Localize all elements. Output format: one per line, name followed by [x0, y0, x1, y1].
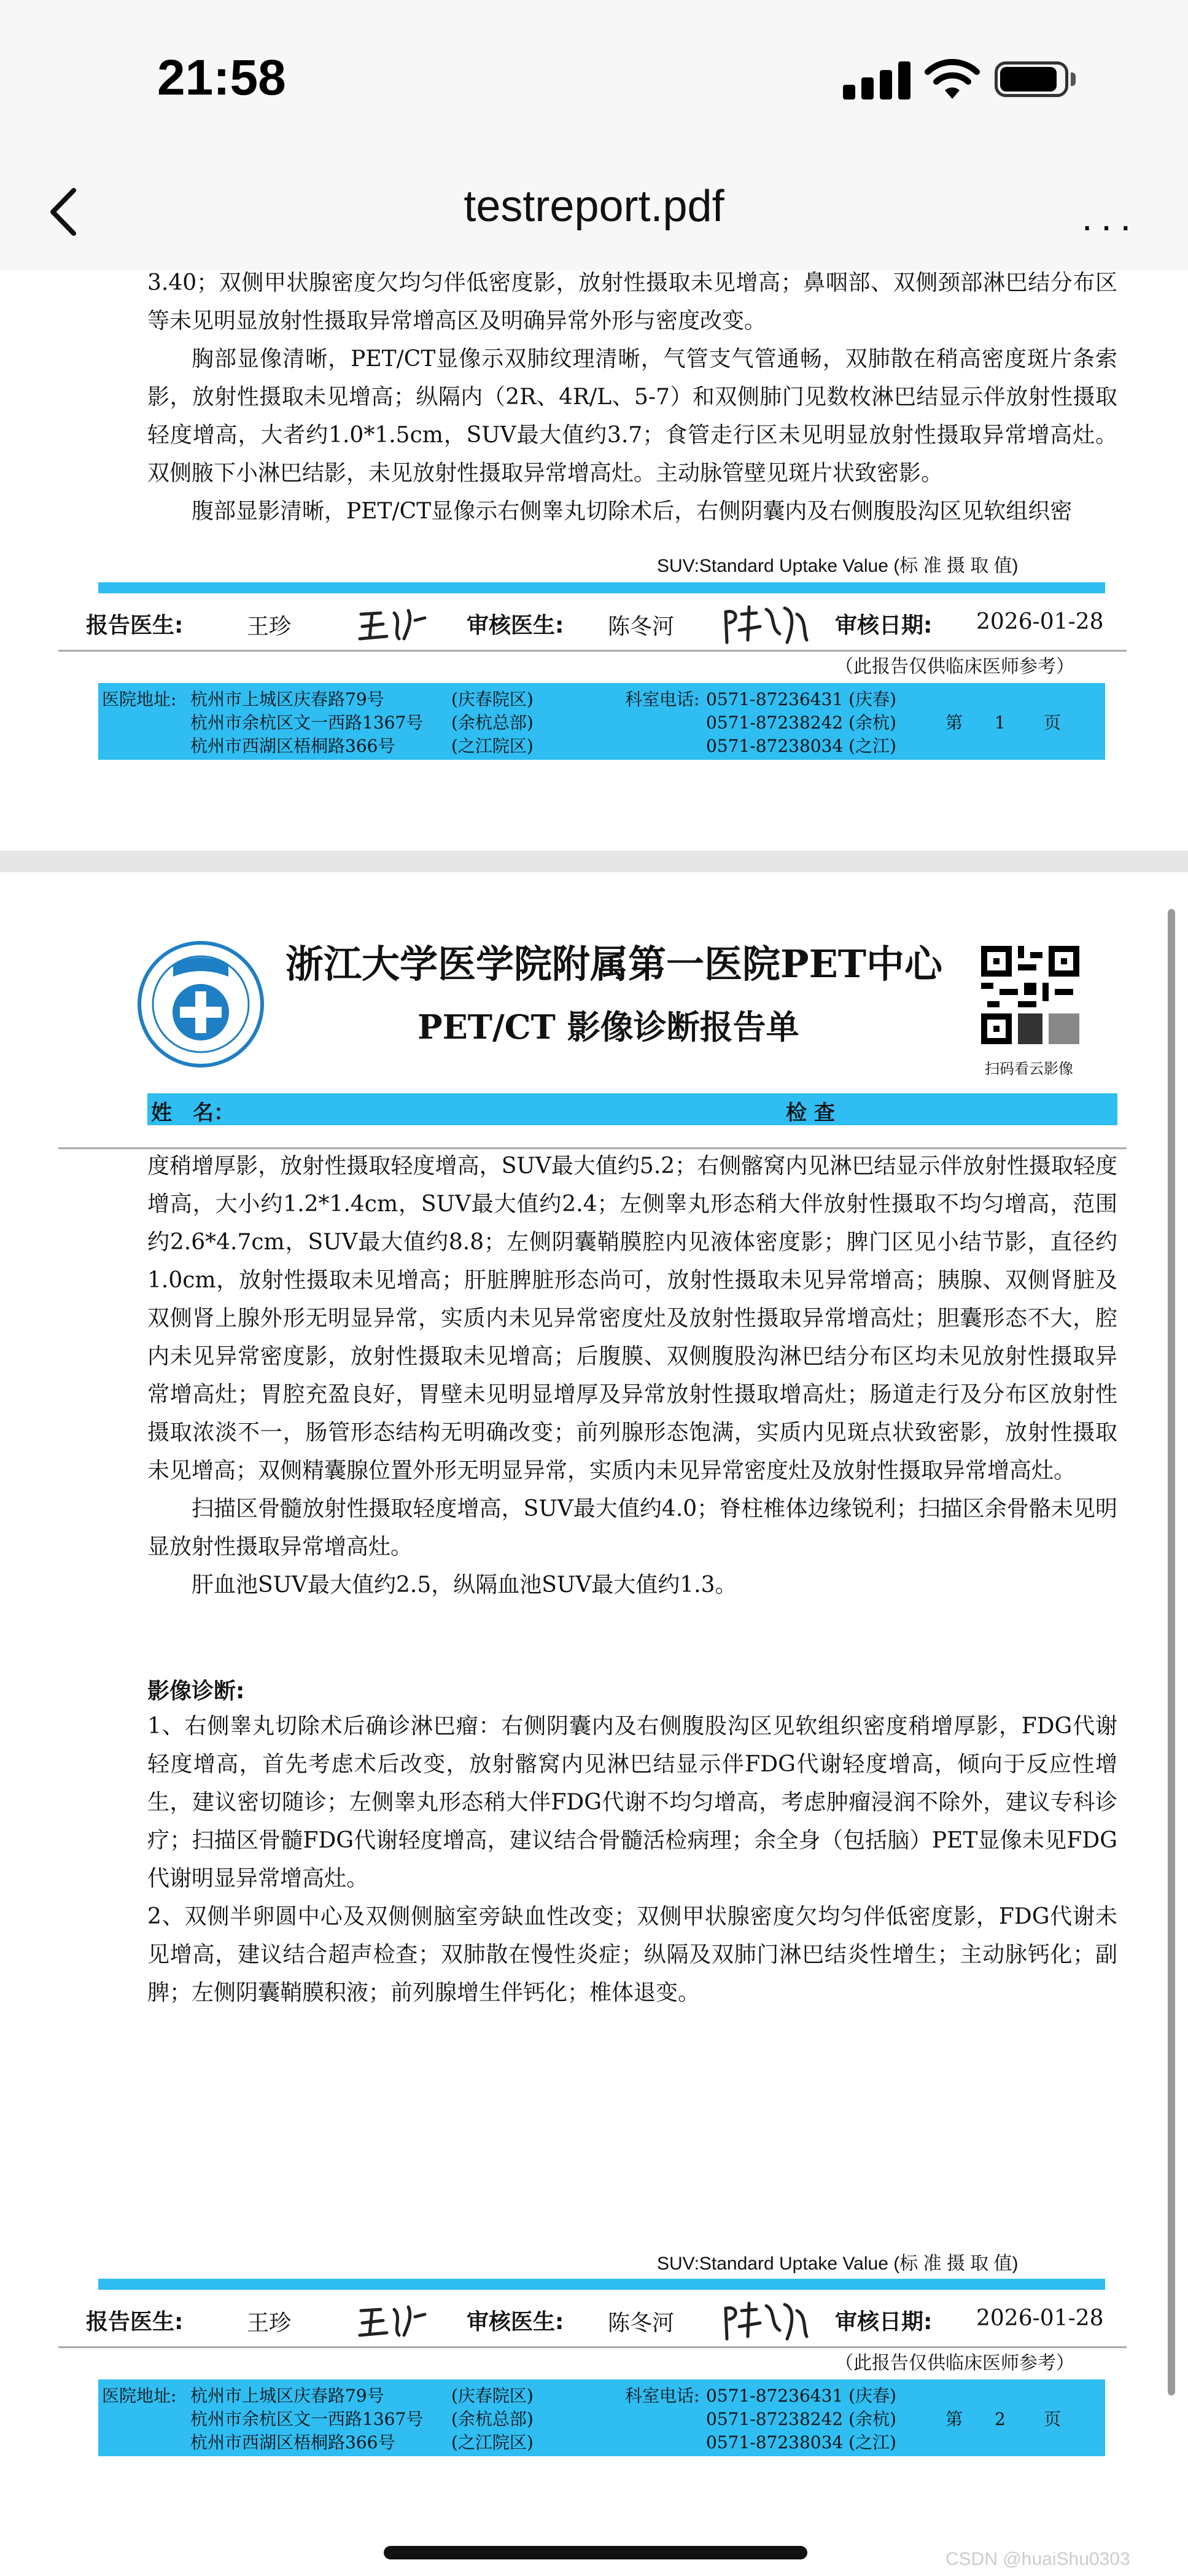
doctor-name: 王珍: [247, 2311, 292, 2336]
diagnosis-item: 1、右侧睾丸切除术后确诊淋巴瘤：右侧阴囊内及右侧腹股沟区见软组织密度稍增厚影，FDG代谢轻度增高，首先考虑术后改变，放射髂窝内见淋巴结显示伴FDG代谢轻度增高，倾向于反应性增生，建议密切随诊；左侧睾丸形态稍大伴FDG代谢不均匀增高，考虑肿瘤浸润不除外，建议专科诊疗；扫描区骨髓FDG代谢轻度增高，建议结合骨髓活检病理；余全身（包括脑）PET显像未见FDG代谢明显异常增高灶。: [147, 1714, 1117, 1891]
status-bar: [0, 0, 1188, 147]
page-prefix: 第: [945, 2409, 963, 2429]
phone-number: 0571-87238034 (之江): [706, 736, 896, 756]
doctor-label: 报告医生:: [86, 2309, 184, 2335]
review-date: 2026-01-28: [976, 609, 1104, 634]
doctor-name: 王珍: [247, 614, 292, 639]
phone-label: 科室电话:: [625, 689, 700, 709]
address-line: 杭州市西湖区梧桐路366号: [190, 2432, 395, 2453]
diagnosis-section: [147, 1708, 1117, 2012]
phone-number: 0571-87236431 (庆春): [706, 689, 896, 709]
campus-name: (庆春院区): [451, 2386, 534, 2406]
diagnosis-heading: 影像诊断:: [147, 1679, 245, 1704]
scrollbar[interactable]: [1168, 909, 1175, 2395]
page-number: 1: [995, 712, 1006, 733]
report-title: PET/CT 影像诊断报告单: [417, 1007, 799, 1047]
phone-list: [706, 688, 896, 758]
address-label: 医院地址:: [102, 2386, 177, 2406]
document-title: testreport.pdf: [464, 182, 724, 231]
page-suffix: 页: [1044, 712, 1062, 733]
reviewer-name: 陈冬河: [608, 2311, 675, 2336]
address-line: 杭州市余杭区文一西路1367号: [190, 2409, 424, 2429]
home-indicator[interactable]: [384, 2546, 807, 2559]
hospital-logo: [136, 940, 265, 1069]
address-line: 杭州市上城区庆春路79号: [190, 2386, 384, 2406]
page-number: 2: [995, 2409, 1006, 2429]
page2-findings: [147, 1147, 1117, 1604]
suv-note: SUV:Standard Uptake Value (标 准 摄 取 值): [657, 556, 1019, 576]
date-label: 审核日期:: [835, 2309, 933, 2335]
page2-paragraph: 度稍增厚影，放射性摄取轻度增高，SUV最大值约5.2；右侧髂窝内见淋巴结显示伴放射性摄取轻度增高，大小约1.2*1.4cm，SUV最大值约2.4；左侧睾丸形态稍大伴放射性摄取不均匀增高，范围约2.6*4.7cm，SUV最大值约8.8；左侧阴囊鞘膜腔内见液体密度影；脾门区见小结节影，直径约1.0cm，放射性摄取未见增高；肝脏脾脏形态尚可，放射性摄取未见异常增高；胰腺、双侧肾脏及双侧肾上腺外形无明显异常，实质内未见异常密度灶及放射性摄取异常增高灶；胆囊形态不大，腔内未见异常密度影，放射性摄取未见增高；后腹膜、双侧腹股沟淋巴结分布区均未见放射性摄取异常增高灶；胃腔充盈良好，胃壁未见明显增厚及异常放射性摄取增高灶；肠道走行及分布区放射性摄取浓淡不一，肠管形态结构无明确改变；前列腺形态饱满，实质内见斑点状致密影，放射性摄取未见增高；双侧精囊腺位置外形无明显异常，实质内未见异常密度灶及放射性摄取异常增高灶。: [147, 1153, 1117, 1483]
address-line: 杭州市西湖区梧桐路366号: [190, 736, 395, 756]
more-options-icon[interactable]: ···: [1081, 203, 1138, 248]
battery-icon: [995, 61, 1081, 98]
footer-divider: [98, 582, 1105, 593]
address-list: [190, 2384, 423, 2454]
hospital-info-box: [98, 683, 1105, 760]
doctor-label: 报告医生:: [86, 613, 184, 638]
address-label: 医院地址:: [102, 689, 177, 709]
address-line: 杭州市余杭区文一西路1367号: [190, 712, 424, 733]
page-prefix: 第: [945, 712, 963, 733]
footer-divider: [98, 2279, 1105, 2290]
reviewer-signature: [721, 2298, 813, 2344]
reviewer-name: 陈冬河: [608, 614, 675, 639]
doctor-signature: [356, 602, 430, 645]
page1-paragraph: 3.40；双侧甲状腺密度欠均匀伴低密度影，放射性摄取未见增高；鼻咽部、双侧颈部淋巴结分布区等未见明显放射性摄取异常增高区及明确异常外形与密度改变。: [147, 270, 1117, 334]
hospital-name: 浙江大学医学院附属第一医院PET中心: [285, 942, 943, 986]
cellular-signal-icon: [843, 61, 910, 100]
campus-name: (庆春院区): [451, 689, 534, 709]
reference-note: （此报告仅供临床医师参考）: [835, 2352, 1074, 2374]
phone-label: 科室电话:: [625, 2386, 700, 2406]
signature-row: [86, 602, 1117, 651]
doctor-signature: [356, 2298, 430, 2341]
watermark: CSDN @huaiShu0303: [945, 2549, 1130, 2569]
check-label: 检 查: [786, 1101, 835, 1125]
campus-name: (之江院区): [451, 2432, 534, 2453]
reviewer-signature: [721, 602, 813, 647]
reference-note: （此报告仅供临床医师参考）: [835, 656, 1074, 677]
campus-name: (之江院区): [451, 736, 534, 756]
reviewer-label: 审核医生:: [467, 2309, 564, 2335]
phone-number: 0571-87236431 (庆春): [706, 2386, 896, 2406]
page1-findings: [147, 264, 1117, 531]
review-date: 2026-01-28: [976, 2306, 1104, 2331]
qr-code-icon[interactable]: [981, 946, 1079, 1044]
status-time: 21:58: [157, 50, 286, 106]
phone-number: 0571-87238034 (之江): [706, 2432, 896, 2453]
suv-note: SUV:Standard Uptake Value (标 准 摄 取 值): [657, 2254, 1019, 2274]
wifi-icon: [924, 58, 980, 101]
page-suffix: 页: [1044, 2409, 1062, 2429]
campus-list: [451, 688, 534, 758]
reviewer-label: 审核医生:: [467, 613, 564, 638]
diagnosis-item: 2、双侧半卵圆中心及双侧侧脑室旁缺血性改变；双侧甲状腺密度欠均匀伴低密度影，FDG代谢未见增高，建议结合超声检查；双肺散在慢性炎症；纵隔及双肺门淋巴结炎性增生；主动脉钙化；副脾；左侧阴囊鞘膜积液；前列腺增生伴钙化；椎体退变。: [147, 1904, 1117, 2005]
address-line: 杭州市上城区庆春路79号: [190, 689, 384, 709]
name-label: 姓 名：: [151, 1101, 235, 1125]
phone-number: 0571-87238242 (余杭): [706, 2409, 896, 2429]
date-label: 审核日期:: [835, 613, 933, 638]
campus-name: (余杭总部): [451, 712, 534, 733]
phone-list: [706, 2384, 896, 2454]
page1-paragraph: 胸部显像清晰，PET/CT显像示双肺纹理清晰，气管支气管通畅，双肺散在稍高密度斑片条索影，放射性摄取未见增高；纵隔内（2R、4R/L、5-7）和双侧肺门见数枚淋巴结显示伴放射性摄取轻度增高，大者约1.0*1.5cm，SUV最大值约3.7；食管走行区未见明显放射性摄取异常增高灶。双侧腋下小淋巴结影，未见放射性摄取异常增高灶。主动脉管壁见斑片状致密影。: [147, 346, 1117, 486]
hospital-info-box: [98, 2379, 1105, 2456]
page1-paragraph: 腹部显影清晰，PET/CT显像示右侧睾丸切除术后，右侧阴囊内及右侧腹股沟区见软组织密: [192, 499, 1073, 524]
patient-info-bar: [147, 1093, 1117, 1125]
campus-name: (余杭总部): [451, 2409, 534, 2429]
page2-paragraph: 扫描区骨髓放射性摄取轻度增高，SUV最大值约4.0；脊柱椎体边缘锐利；扫描区余骨骼未见明显放射性摄取异常增高灶。: [147, 1496, 1117, 1559]
campus-list: [451, 2384, 534, 2454]
address-list: [190, 688, 423, 758]
page2-paragraph: 肝血池SUV最大值约2.5，纵隔血池SUV最大值约1.3。: [192, 1572, 737, 1598]
qr-label: 扫码看云影像: [985, 1061, 1073, 1077]
phone-number: 0571-87238242 (余杭): [706, 712, 896, 733]
signature-row: [86, 2298, 1117, 2348]
